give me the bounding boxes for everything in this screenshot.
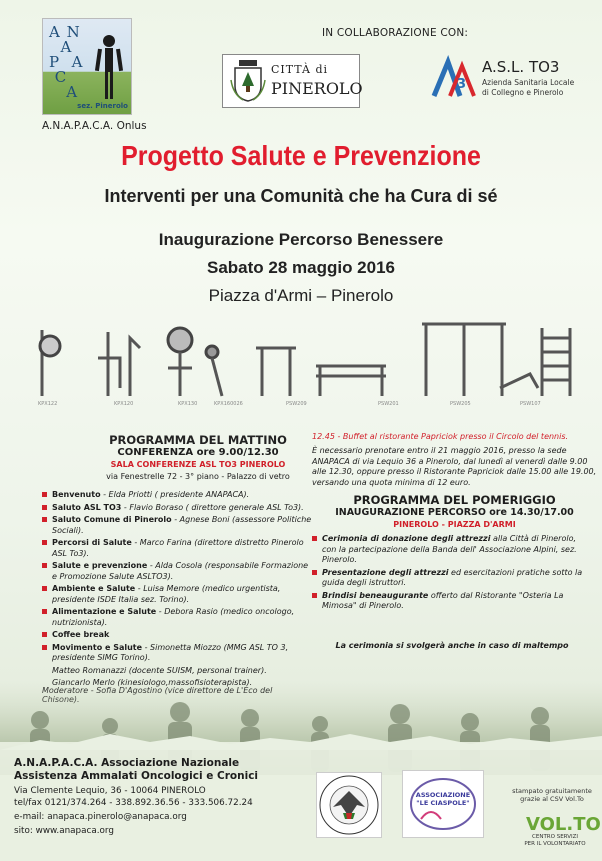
event-place: Piazza d'Armi – Pinerolo	[208, 286, 394, 305]
afternoon-program-list	[312, 534, 592, 614]
item-title: Cerimonia di donazione degli attrezzi	[322, 534, 491, 543]
list-item	[42, 561, 312, 582]
morning-venue: SALA CONFERENZE ASL TO3 PINEROLO	[110, 460, 286, 469]
citta-line2: PINEROLO	[271, 79, 363, 98]
list-item	[42, 630, 312, 641]
equipment-label: PSW107	[520, 401, 541, 407]
footer-email[interactable]: e-mail: anapaca.pinerolo@anapaca.org	[14, 812, 187, 822]
afternoon-inauguration-time: INAUGURAZIONE PERCORSO ore 14.30/17.00	[335, 507, 574, 518]
equipment-label: PSW209	[286, 401, 307, 407]
item-desc: - Simonetta Miozzo (MMG ASL TO 3, presidente SIMG Torino).	[52, 642, 289, 662]
bullet-icon	[42, 505, 47, 510]
footer-website[interactable]: sito: www.anapaca.org	[14, 826, 114, 836]
item-desc: - Luisa Memore (medico urgentista, presidente ISDE Italia sez. Torino).	[52, 584, 281, 604]
fitness-equipment-illustration	[30, 318, 575, 400]
morning-conference-time: CONFERENZA ore 9.00/12.30	[117, 447, 279, 458]
item-title: Brindisi beneaugurante	[322, 590, 429, 600]
afternoon-program-heading: PROGRAMMA DEL POMERIGGIO	[353, 493, 556, 507]
bullet-icon	[42, 492, 47, 497]
weather-note: La cerimonia si svolgerà anche in caso di maltempo	[335, 641, 569, 650]
footer-org-line2: Assistenza Ammalati Oncologici e Cronici	[14, 770, 259, 782]
volto-sub1: CENTRO SERVIZI	[532, 834, 578, 840]
event-title: Inaugurazione Percorso Benessere	[158, 230, 444, 249]
stampato-line1: stampato gratuitamente	[512, 787, 592, 795]
list-item	[42, 515, 312, 536]
collaboration-label: IN COLLABORAZIONE CON:	[322, 27, 469, 39]
pinerolo-crest-icon	[229, 60, 267, 102]
fitness-equipment-strip	[30, 318, 575, 408]
equipment-label: KPX120	[114, 401, 134, 407]
item-title: Percorsi di Salute	[52, 538, 132, 547]
asl-title: A.S.L. TO3	[482, 58, 560, 76]
equipment-label: KPX130	[178, 401, 198, 407]
svg-text:3: 3	[457, 77, 467, 92]
list-item	[42, 584, 312, 605]
list-item	[312, 568, 592, 589]
bullet-icon	[42, 609, 47, 614]
event-date: Sabato 28 maggio 2016	[206, 258, 396, 277]
item-desc: - Alda Cosola (responsabile Formazione e Promozione Salute ASLTO3).	[52, 561, 309, 581]
bullet-icon	[312, 593, 317, 598]
subtitle: Interventi per una Comunità che ha Cura di sé	[104, 186, 498, 206]
list-item	[42, 503, 312, 514]
equipment-label: KPX160026	[214, 401, 243, 407]
item-desc: alla Città di Pinerolo, con la partecipazione della Banda dell' Associazione Alpini, sez. Pinerolo.	[322, 534, 577, 564]
item-desc: - Agnese Boni (assessore Politiche Sociali).	[52, 515, 312, 535]
ciaspole-line2: "LE CIASPOLE"	[416, 799, 470, 807]
person-figure-icon	[95, 33, 123, 101]
anapaca-logo-sez: sez. Pinerolo	[77, 102, 128, 110]
equipment-label: PSW205	[450, 401, 471, 407]
main-title: Progetto Salute e Prevenzione	[121, 140, 481, 172]
footer-phone: tel/fax 0121/374.264 - 338.892.36.56 - 333.506.72.24	[14, 798, 253, 808]
item-desc: ed esercitazioni pratiche sotto la guida degli istruttori.	[322, 567, 583, 587]
volto-text: VOL.TO	[526, 814, 601, 835]
list-item	[42, 607, 312, 628]
bullet-icon	[42, 586, 47, 591]
list-item	[312, 591, 592, 612]
bullet-icon	[42, 563, 47, 568]
item-title: Salute e prevenzione	[52, 561, 148, 570]
item-desc: - Flavio Boraso ( direttore generale ASL To3).	[121, 502, 304, 512]
alpini-emblem-icon	[317, 773, 381, 837]
item-title: Ambiente e Salute	[52, 584, 136, 593]
list-item	[312, 534, 592, 566]
item-desc: - Elda Priotti ( presidente ANAPACA).	[100, 490, 250, 499]
morning-program-list	[42, 490, 312, 691]
asl-emblem-icon	[430, 56, 478, 100]
item-desc: - Debora Rasio (medico oncologo, nutrizionista).	[52, 607, 295, 627]
list-item	[42, 643, 312, 664]
ciaspole-text	[411, 791, 475, 807]
item-title: Coffee break	[52, 630, 110, 639]
bullet-icon	[42, 632, 47, 637]
bullet-icon	[312, 536, 317, 541]
item-title: Benvenuto	[52, 490, 101, 499]
list-item	[42, 538, 312, 559]
item-title: Saluto Comune di Pinerolo	[52, 515, 172, 524]
le-ciaspole-logo	[402, 770, 484, 838]
asl-sub2: di Collegno e Pinerolo	[482, 88, 564, 97]
morning-address: via Fenestrelle 72 - 3° piano - Palazzo di vetro	[106, 472, 290, 481]
equipment-label: PSW201	[378, 401, 399, 407]
item-title: Alimentazione e Salute	[52, 607, 157, 616]
mountain-divider	[0, 730, 602, 750]
bullet-icon	[312, 570, 317, 575]
bullet-icon	[42, 645, 47, 650]
item-title: Movimento e Salute	[52, 642, 143, 652]
asl-sub1: Azienda Sanitaria Locale	[482, 78, 575, 87]
footer-org-line1: A.N.A.P.A.C.A. Associazione Nazionale	[14, 757, 240, 769]
morning-program-heading: PROGRAMMA DEL MATTINO	[109, 433, 287, 447]
booking-note: È necessario prenotare entro il 21 maggio 2016, presso la sede ANAPACA di via Lequio 36 a Pinerolo, dal lunedì al venerdì dalle 9.00 alle 12.30, oppure presso il Ristorante Papriciok dalle 15.00 alle 19.00, versando una quota minima di 12 euro.	[312, 446, 597, 487]
asl-subtitle	[482, 78, 574, 98]
volto-sub2: PER IL VOLONTARIATO	[524, 840, 586, 847]
item-title: Presentazione degli attrezzi	[322, 567, 449, 577]
printed-by-note	[510, 787, 594, 803]
equipment-label: KPX122	[38, 401, 58, 407]
volto-subtitle	[515, 834, 595, 847]
citta-line1: CITTÀ di	[271, 63, 329, 76]
stampato-line2: grazie al CSV Vol.To	[520, 795, 584, 803]
ciaspole-line1: ASSOCIAZIONE	[415, 791, 471, 799]
extra-speaker: Matteo Romanazzi (docente SUISM, personal trainer).	[52, 665, 267, 675]
anapaca-caption: A.N.A.P.A.C.A. Onlus	[42, 120, 147, 132]
item-desc: offerto dal Ristorante "Osteria La Mimosa" di Pinerolo.	[322, 590, 564, 610]
anapaca-logo	[42, 18, 132, 115]
asl-to3-logo	[430, 56, 590, 104]
anapaca-logo-letters: A N A P A C A	[49, 23, 84, 101]
item-title: Saluto ASL TO3	[52, 502, 122, 512]
item-desc: - Marco Farina (direttore distretto Pinerolo ASL To3).	[52, 538, 304, 558]
afternoon-venue: PINEROLO - PIAZZA D'ARMI	[393, 520, 516, 529]
citta-pinerolo-logo	[222, 54, 363, 108]
bullet-icon	[42, 540, 47, 545]
list-item	[42, 490, 312, 501]
buffet-note: 12.45 - Buffet al ristorante Papriciok presso il Circolo del tennis.	[312, 432, 569, 441]
footer-address: Via Clemente Lequio, 36 - 10064 PINEROLO	[14, 786, 206, 796]
bullet-icon	[42, 517, 47, 522]
alpini-logo	[316, 772, 382, 838]
